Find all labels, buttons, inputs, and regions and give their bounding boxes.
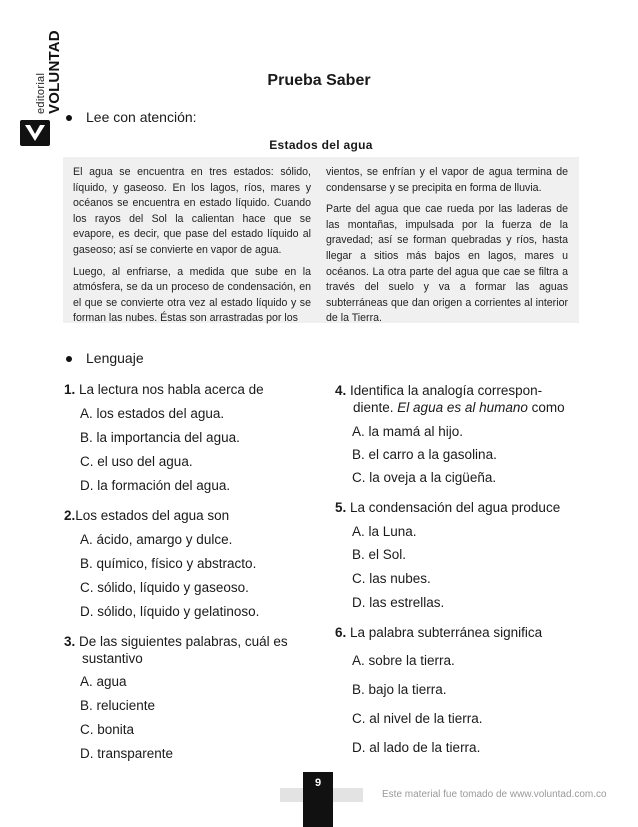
option-6c: C. al nivel de la tierra. <box>352 711 483 726</box>
logo-v-mark-icon <box>20 120 50 146</box>
option-1c: C. el uso del agua. <box>80 454 193 469</box>
question-3 <box>64 634 288 650</box>
option-1b: B. la importancia del agua. <box>80 430 240 445</box>
option-5d: D. las estrellas. <box>352 595 445 610</box>
question-number: 5. <box>335 500 347 515</box>
reading-paragraph: El agua se encuentra en tres estados: sólido, líquido, y gaseoso. En los lagos, ríos, mares y océanos se encuentra en estado líquido. Cuando los rayos del Sol la calientan hace que se evapore, es decir, que pase del estado líquido al gaseoso; así se convierte en vapor de agua. <box>73 166 311 256</box>
option-6a: A. sobre la tierra. <box>352 653 455 668</box>
logo-big-text: VOLUNTAD <box>46 30 63 114</box>
option-3c: C. bonita <box>80 722 135 737</box>
instruction-text: Lee con atención: <box>86 109 197 125</box>
question-5 <box>335 500 560 516</box>
reading-paragraph: Parte del agua que cae rueda por las laderas de las montañas, impulsada por la fuerza de la gravedad; así se forman quebradas y ríos, hasta llegar a sitios más bajos en lagos, mares u océanos. La otra parte del agua que cae se filtra a través del suelo y va a formar las aguas subterráneas que dan origen a corrientes al interior de la Tierra. <box>326 203 568 325</box>
footer-bar <box>333 788 363 802</box>
question-text: La condensación del agua produce <box>350 500 561 515</box>
option-1d: D. la formación del agua. <box>80 478 231 493</box>
page-title-text: Prueba Saber <box>267 72 371 89</box>
reading-right-column <box>326 165 568 333</box>
option-3b: B. reluciente <box>80 698 156 713</box>
logo-small-text: editorial <box>35 72 47 114</box>
reading-paragraph: Luego, al enfriarse, a medida que sube en la atmósfera, se da un proceso de condensación, en el que se convierte otra vez al estado líquido y se forman las nubes. Éstas son arrastradas por los <box>73 265 311 325</box>
option-5b: B. el Sol. <box>352 547 407 562</box>
option-5c: C. las nubes. <box>352 571 431 586</box>
question-2 <box>64 508 229 524</box>
question-text: De las siguientes palabras, cuál es <box>79 634 288 649</box>
question-text: Identifica la analogía correspon- <box>350 383 543 398</box>
question-number: 2. <box>64 508 76 523</box>
page-number: 9 <box>314 777 322 789</box>
question-number: 4. <box>335 383 347 398</box>
question-text: Los estados del agua son <box>75 508 230 523</box>
option-2d: D. sólido, líquido y gelatinoso. <box>80 604 260 619</box>
bullet-icon <box>66 356 72 362</box>
question-4 <box>335 383 542 399</box>
question-4-line2 <box>353 400 565 416</box>
question-number: 1. <box>64 382 76 397</box>
option-5a: A. la Luna. <box>352 524 417 539</box>
reading-left-column <box>73 165 311 333</box>
bullet-icon <box>66 115 72 121</box>
reading-title: Estados del agua <box>269 138 373 152</box>
question-text-part: diente. <box>353 400 398 415</box>
option-2b: B. químico, físico y abstracto. <box>80 556 257 571</box>
footer-bar <box>280 788 303 802</box>
option-1a: A. los estados del agua. <box>80 406 225 421</box>
question-text: La palabra subterránea significa <box>350 625 543 640</box>
instruction-line <box>66 109 197 125</box>
option-2a: A. ácido, amargo y dulce. <box>80 532 233 547</box>
option-4a: A. la mamá al hijo. <box>352 424 464 439</box>
page-title <box>0 72 638 90</box>
question-3-line2: sustantivo <box>82 651 143 666</box>
question-text-italic: El agua es al humano <box>397 400 528 415</box>
option-3a: A. agua <box>80 674 127 689</box>
question-number: 3. <box>64 634 76 649</box>
option-6d: D. al lado de la tierra. <box>352 740 481 755</box>
section-heading-text: Lenguaje <box>86 350 144 366</box>
option-3d: D. transparente <box>80 746 174 761</box>
footer-source-note: Este material fue tomado de www.voluntad.com.co <box>382 789 607 800</box>
option-2c: C. sólido, líquido y gaseoso. <box>80 580 249 595</box>
question-6 <box>335 625 542 641</box>
question-number: 6. <box>335 625 347 640</box>
reading-paragraph: vientos, se enfrían y el vapor de agua termina de condensarse y se precipita en forma de lluvia. <box>326 166 568 194</box>
option-4b: B. el carro a la gasolina. <box>352 447 497 462</box>
question-1 <box>64 382 264 398</box>
option-6b: B. bajo la tierra. <box>352 682 447 697</box>
question-text: La lectura nos habla acerca de <box>79 382 264 397</box>
section-heading <box>66 350 144 366</box>
question-text-part: como <box>527 400 565 415</box>
option-4c: C. la oveja a la cigüeña. <box>352 470 497 485</box>
